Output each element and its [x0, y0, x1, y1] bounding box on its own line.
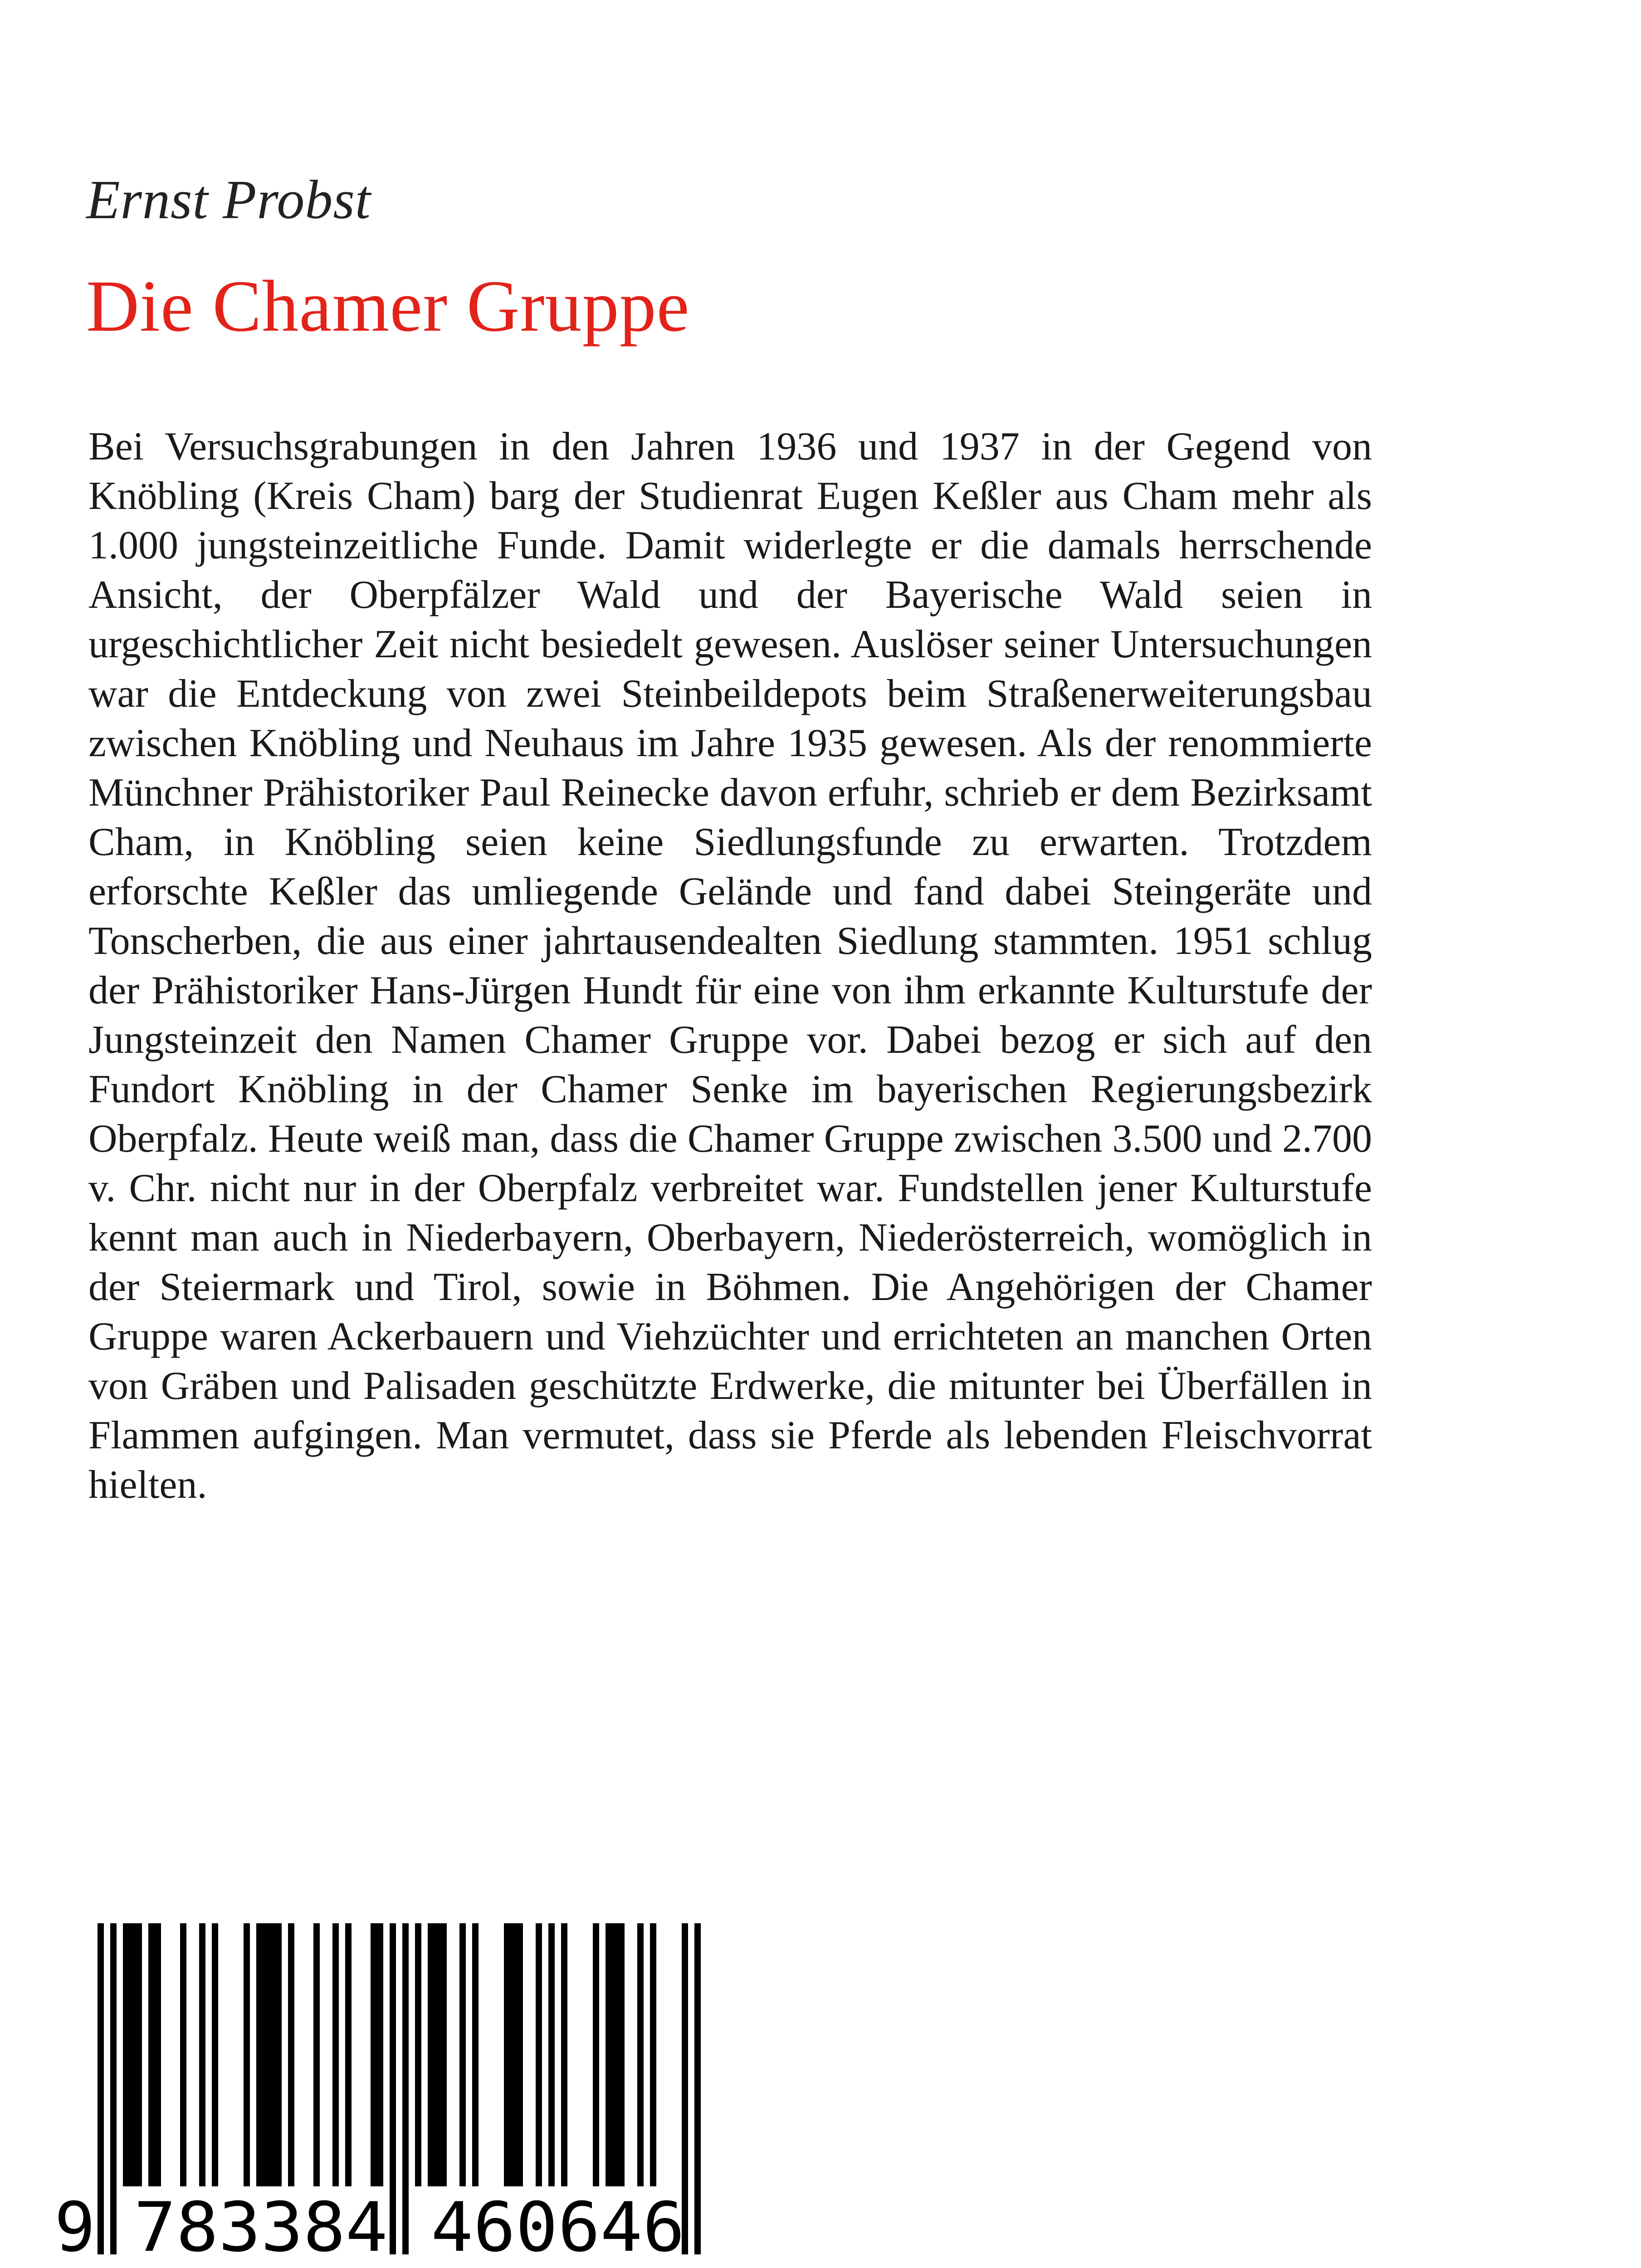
barcode-bar	[637, 1923, 644, 2186]
barcode-guard-bar	[402, 1923, 409, 2254]
barcode-bar	[561, 1923, 567, 2186]
barcode-bar	[504, 1923, 523, 2186]
barcode-bar	[536, 1923, 542, 2186]
barcode-bar	[606, 1923, 625, 2186]
barcode-bar	[256, 1923, 282, 2186]
barcode-bar	[650, 1923, 656, 2186]
barcode-bar	[459, 1923, 466, 2186]
barcode-bar	[313, 1923, 320, 2186]
cover-title: Die Chamer Gruppe	[86, 266, 690, 347]
barcode-guard-bar	[390, 1923, 396, 2254]
barcode-bar	[345, 1923, 352, 2186]
barcode-bar	[593, 1923, 599, 2186]
barcode-bar	[472, 1923, 479, 2186]
barcode-bar	[332, 1923, 339, 2186]
cover-author: Ernst Probst	[86, 169, 371, 230]
barcode-bar	[548, 1923, 555, 2186]
barcode-bar	[199, 1923, 205, 2186]
barcode-digits-left: 783384	[134, 2188, 388, 2267]
cover-blurb	[88, 422, 1372, 1864]
isbn-barcode	[54, 1923, 712, 2267]
barcode-bar	[180, 1923, 186, 2186]
barcode-guard-bar	[694, 1923, 701, 2254]
barcode-bar	[428, 1923, 447, 2186]
barcode-bar	[244, 1923, 250, 2186]
blurb-paragraph: Bei Versuchsgrabungen in den Jahren 1936 und 1937 in der Gegend von Knöbling (Kreis Cham) barg der Studienrat Eugen Keßler aus Cham mehr als 1.000 jungsteinzeitliche Funde. Damit widerlegte er die damals herrschende Ansicht, der Oberpfälzer Wald und der Bayerische Wald seien in urgeschichtlicher Zeit nicht besiedelt gewesen. Auslöser seiner Untersuchungen war die Entdeckung von zwei Steinbeildepots beim Straßenerweiterungsbau zwischen Knöbling und Neuhaus im Jahre 1935 gewesen. Als der renommierte Münchner Prähistoriker Paul Reinecke davon erfuhr, schrieb er dem Bezirksamt Cham, in Knöbling seien keine Siedlungsfunde zu erwarten. Trotzdem erforschte Keßler das umliegende Gelände und fand dabei Steingeräte und Tonscherben, die aus einer jahrtausendealten Siedlung stammten. 1951 schlug der Prähistoriker Hans-Jürgen Hundt für eine von ihm erkannte Kulturstufe der Jungsteinzeit den Namen Chamer Gruppe vor. Dabei bezog er sich auf den Fundort Knöbling in der Chamer Senke im bayerischen Regierungsbezirk Oberpfalz. Heute weiß man, dass die Chamer Gruppe zwischen 3.500 und 2.700 v. Chr. nicht nur in der Oberpfalz verbreitet war. Fundstellen jener Kulturstufe kennt man auch in Niederbayern, Oberbayern, Niederösterreich, womöglich in der Steiermark und Tirol, sowie in Böhmen. Die Angehörigen der Chamer Gruppe waren Ackerbauern und Viehzüchter und errichteten an manchen Orten von Gräben und Palisaden geschützte Erdwerke, die mitunter bei Überfällen in Flammen aufgingen. Man vermutet, dass sie Pferde als lebenden Fleischvorrat hielten.	[88, 425, 1372, 1507]
barcode-guard-bar	[110, 1923, 117, 2254]
barcode-graphic	[54, 1923, 712, 2267]
barcode-bar	[371, 1923, 383, 2186]
barcode-bar	[288, 1923, 294, 2186]
barcode-bar	[212, 1923, 218, 2186]
barcode-bar	[415, 1923, 421, 2186]
barcode-bar	[148, 1923, 161, 2186]
barcode-digit-first: 9	[54, 2188, 96, 2267]
barcode-guard-bar	[98, 1923, 104, 2254]
barcode-digits-right: 460646	[431, 2188, 685, 2267]
barcode-bar	[123, 1923, 142, 2186]
